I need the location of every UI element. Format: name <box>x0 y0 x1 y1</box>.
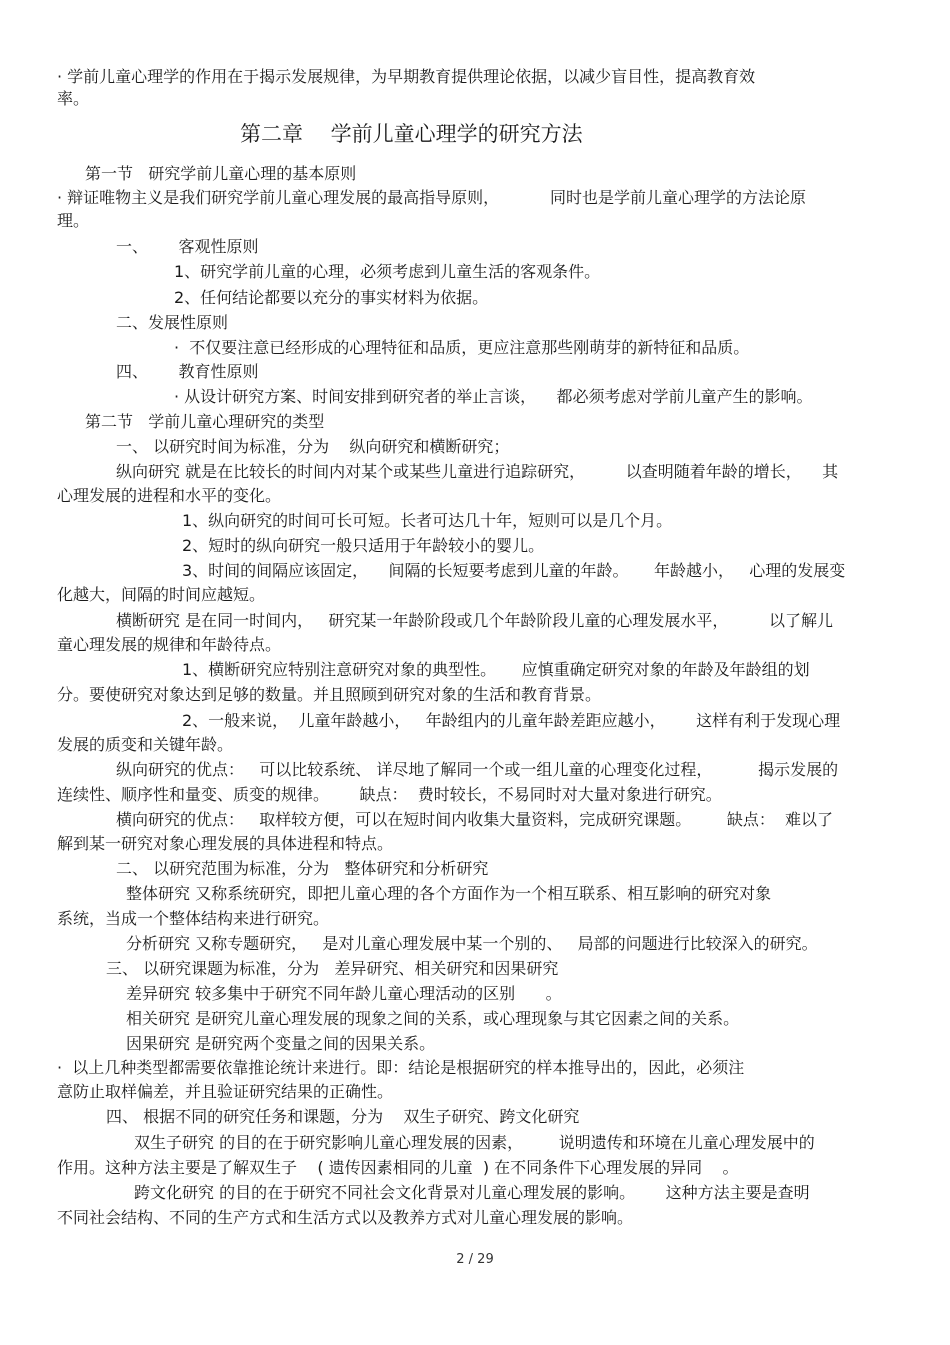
page-number: 2 / 29 <box>456 1252 494 1267</box>
text-line: 2、短时的纵向研究一般只适用于年龄较小的婴儿。 <box>182 536 545 555</box>
text-line: · 学前儿童心理学的作用在于揭示发展规律，为早期教育提供理论依据，以减少盲目性，提高教育效 <box>57 67 756 86</box>
text-line: 2、任何结论都要以充分的事实材料为依据。 <box>174 288 489 307</box>
section-heading: 第一节 研究学前儿童心理的基本原则 <box>85 164 357 183</box>
text-line: · 不仅要注意已经形成的心理特征和品质，更应注意那些刚萌芽的新特征和品质。 <box>174 338 750 357</box>
text-line: 理。 <box>57 211 90 230</box>
text-line: 3、时间的间隔应该固定， 间隔的长短要考虑到儿童的年龄。 年龄越小， 心理的发展变 <box>182 561 846 580</box>
subheading: 三、 以研究课题为标准，分为 差异研究、相关研究和因果研究 <box>106 959 559 978</box>
text-line: 化越大，间隔的时间应越短。 <box>57 585 266 604</box>
subheading: 一、 客观性原则 <box>116 237 259 256</box>
chapter-title: 第二章 学前儿童心理学的研究方法 <box>240 122 583 146</box>
subheading: 四、 根据不同的研究任务和课题，分为 双生子研究、跨文化研究 <box>106 1107 580 1126</box>
text-line: 分。要使研究对象达到足够的数量。并且照顾到研究对象的生活和教育背景。 <box>57 685 602 704</box>
text-line: 发展的质变和关键年龄。 <box>57 735 234 754</box>
text-line: 率。 <box>57 89 90 108</box>
text-line: 1、研究学前儿童的心理，必须考虑到儿童生活的客观条件。 <box>174 262 601 281</box>
subheading: 四、 教育性原则 <box>116 362 259 381</box>
text-line: 童心理发展的规律和年龄待点。 <box>57 635 282 654</box>
text-line: 相关研究 是研究儿童心理发展的现象之间的关系，或心理现象与其它因素之间的关系。 <box>126 1009 740 1028</box>
text-line: 心理发展的进程和水平的变化。 <box>57 486 282 505</box>
text-line: 横向研究的优点： 取样较方便，可以在短时间内收集大量资料，完成研究课题。 缺点： 难以了 <box>116 810 834 829</box>
text-line: 跨文化研究 的目的在于研究不同社会文化背景对儿童心理发展的影响。 这种方法主要是查明 <box>134 1183 810 1202</box>
subheading: 一、 以研究时间为标准，分为 纵向研究和横断研究； <box>116 437 510 456</box>
text-line: 连续性、顺序性和量变、质变的规律。 缺点： 费时较长，不易同时对大量对象进行研究。 <box>57 785 722 804</box>
text-line: 差异研究 较多集中于研究不同年龄儿童心理活动的区别 。 <box>126 984 562 1003</box>
text-line: 2、一般来说， 儿童年龄越小， 年龄组内的儿童年龄差距应越小， 这样有利于发现心理 <box>182 711 841 730</box>
text-line: 作用。这种方法主要是了解双生子 ( 遗传因素相同的儿童 ) 在不同条件下心理发展的异同 。 <box>57 1158 739 1177</box>
text-line: 整体研究 又称系统研究，即把儿童心理的各个方面作为一个相互联系、相互影响的研究对象 <box>126 884 772 903</box>
text-line: 解到某一研究对象心理发展的具体进程和特点。 <box>57 834 394 853</box>
text-line: 双生子研究 的目的在于研究影响儿童心理发展的因素， 说明遗传和环境在儿童心理发展中的 <box>134 1133 815 1152</box>
section-heading: 第二节 学前儿童心理研究的类型 <box>85 412 325 431</box>
subheading: 二、发展性原则 <box>116 313 229 332</box>
text-line: 纵向研究 就是在比较长的时间内对某个或某些儿童进行追踪研究， 以查明随着年龄的增长， 其 <box>116 462 839 481</box>
text-line: 分析研究 又称专题研究， 是对儿童心理发展中某一个别的、 局部的问题进行比较深入的研究。 <box>126 934 818 953</box>
subheading: 二、 以研究范围为标准，分为 整体研究和分析研究 <box>116 859 489 878</box>
text-line: 意防止取样偏差，并且验证研究结果的正确性。 <box>57 1082 394 1101</box>
text-line: 纵向研究的优点： 可以比较系统、 详尽地了解同一个或一组儿童的心理变化过程， 揭示发展的 <box>116 760 839 779</box>
text-line: 1、横断研究应特别注意研究对象的典型性。 应慎重确定研究对象的年龄及年龄组的划 <box>182 660 810 679</box>
text-line: 因果研究 是研究两个变量之间的因果关系。 <box>126 1034 436 1053</box>
text-line: 不同社会结构、不同的生产方式和生活方式以及教养方式对儿童心理发展的影响。 <box>57 1208 634 1227</box>
text-line: · 辩证唯物主义是我们研究学前儿童心理发展的最高指导原则， 同时也是学前儿童心理学的方法论原 <box>57 188 807 207</box>
text-line: 横断研究 是在同一时间内， 研究某一年龄阶段或几个年龄阶段儿童的心理发展水平， 以了解儿 <box>116 611 834 630</box>
text-line: · 以上几种类型都需要依靠推论统计来进行。即：结论是根据研究的样本推导出的，因此，必须注 <box>57 1058 745 1077</box>
text-line: 1、纵向研究的时间可长可短。长者可达几十年，短则可以是几个月。 <box>182 511 673 530</box>
text-line: · 从设计研究方案、时间安排到研究者的举止言谈， 都必须考虑对学前儿童产生的影响。 <box>174 387 813 406</box>
text-line: 系统，当成一个整体结构来进行研究。 <box>57 909 330 928</box>
